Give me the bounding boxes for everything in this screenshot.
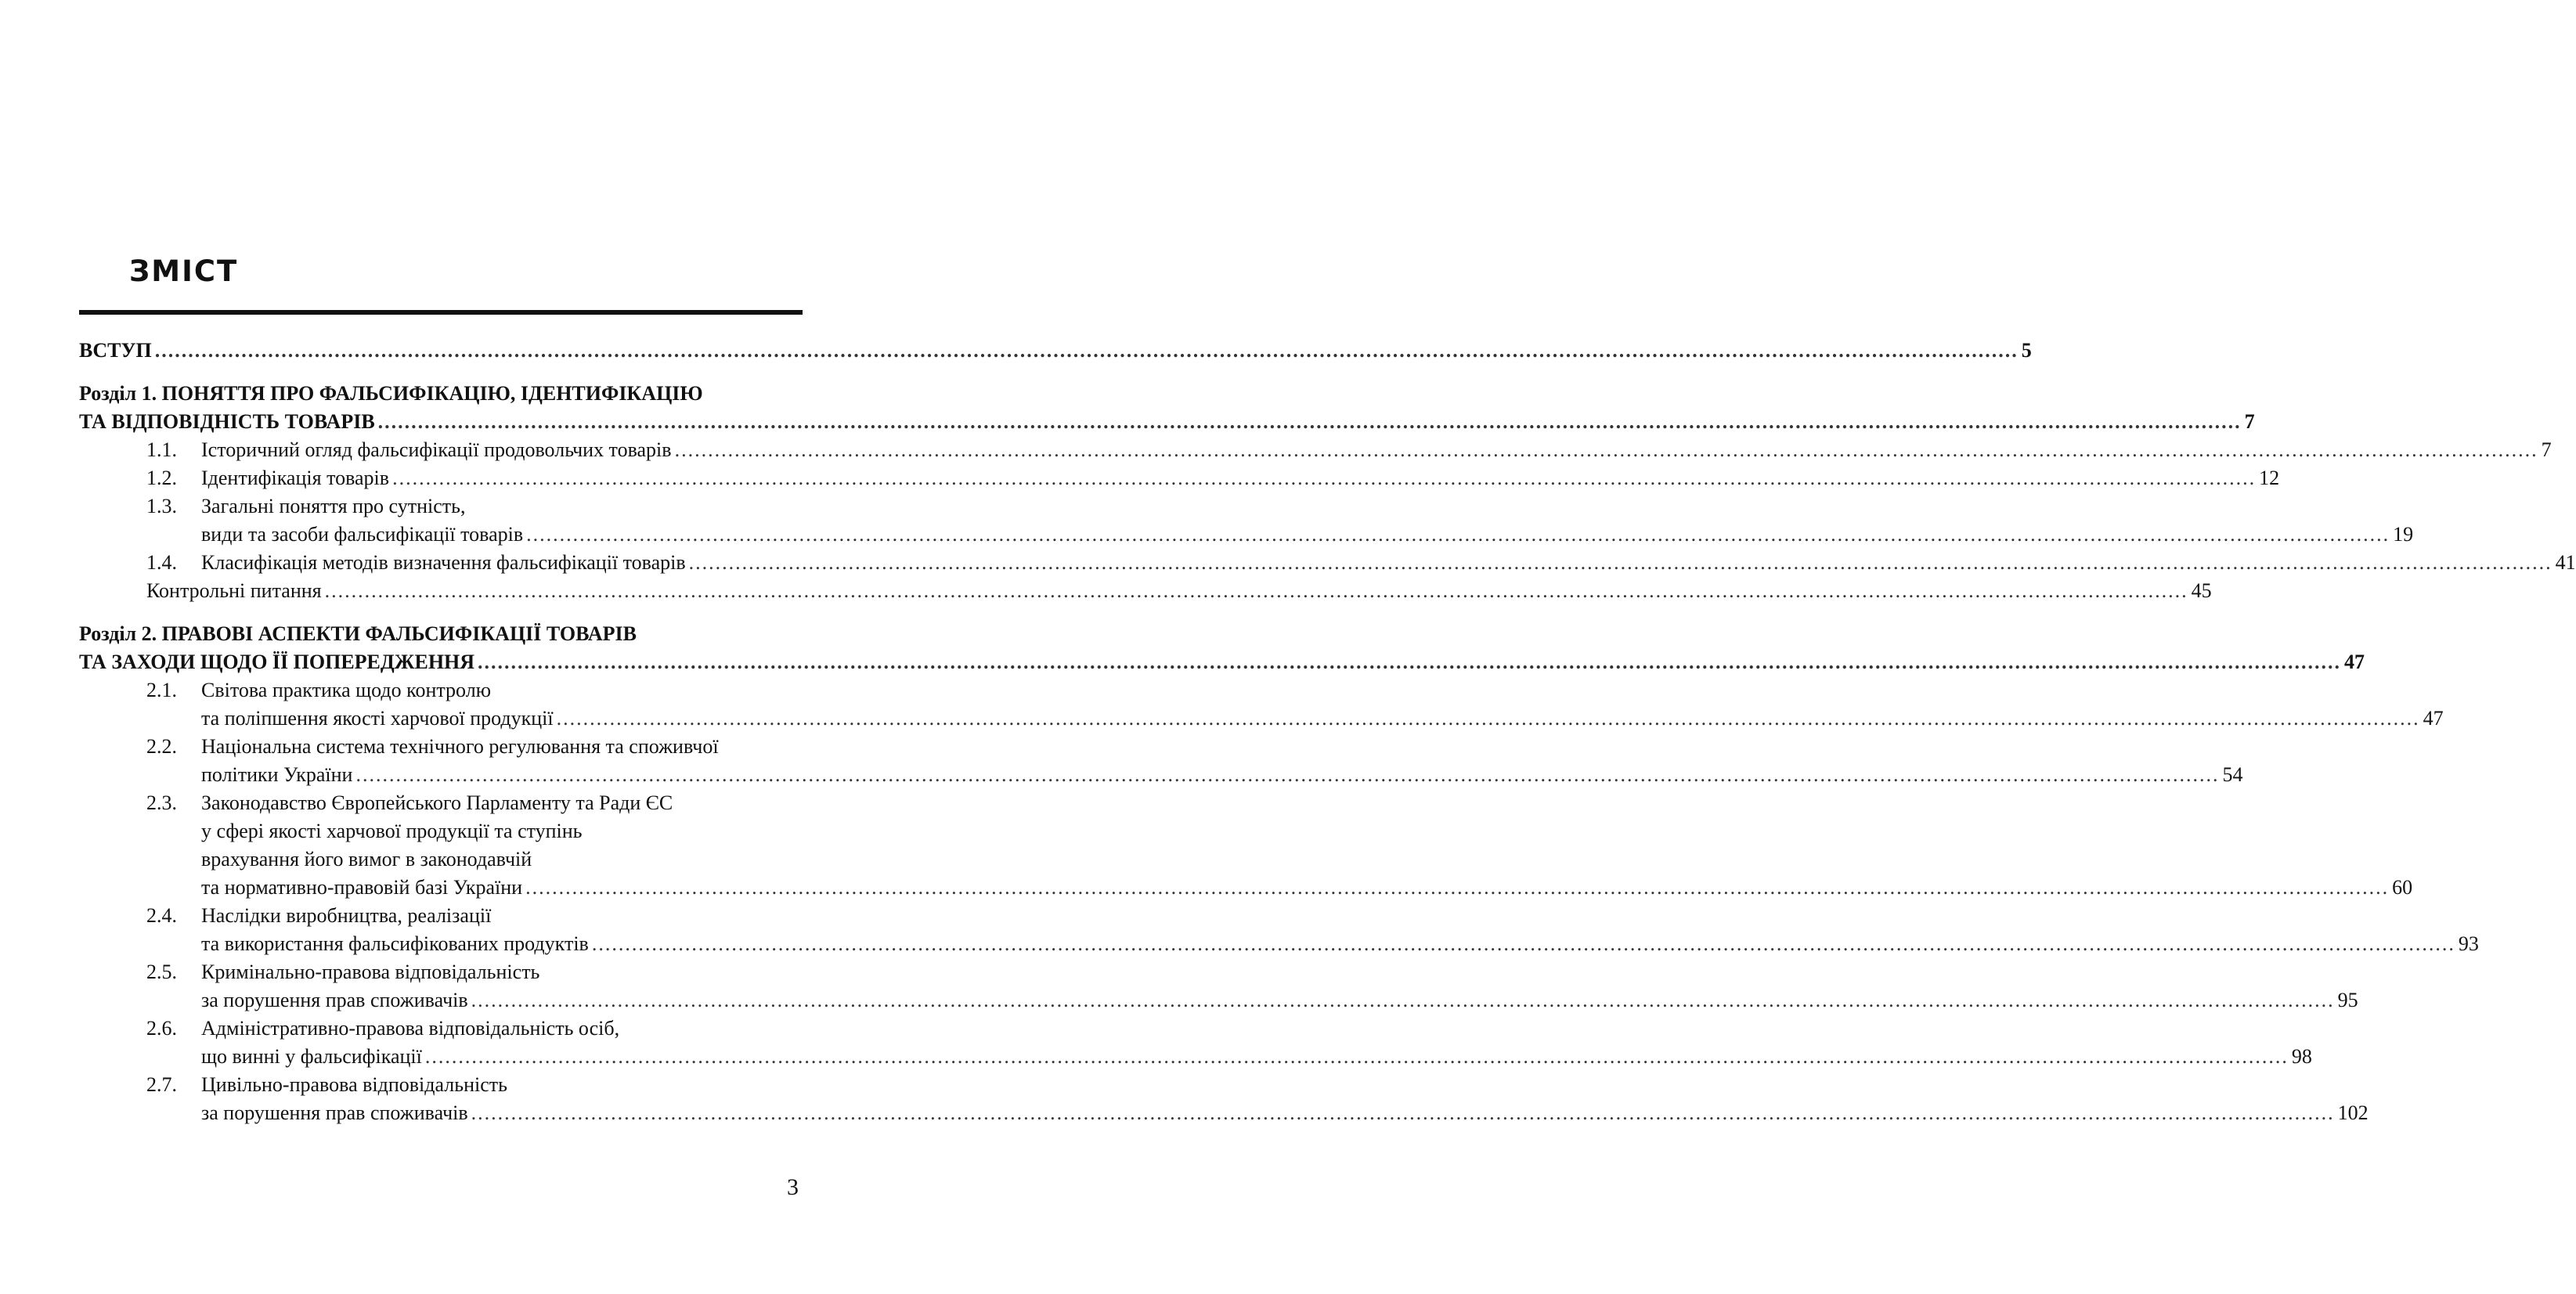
toc-entry-title: Національна система технічного регулювання та споживчої <box>201 735 719 758</box>
dot-leader <box>355 761 2219 789</box>
dot-leader <box>525 874 2389 902</box>
toc-entry-number: 2.5. <box>146 961 177 983</box>
toc-entry-number: 2.1. <box>146 679 177 701</box>
toc-entry-2-4[interactable] <box>79 902 2479 958</box>
toc-entry-number: 1.2. <box>146 467 177 489</box>
toc-page-number: 45 <box>2191 579 2212 602</box>
page-title: ЗМІСТ <box>129 254 239 288</box>
page-number: 3 <box>787 1174 799 1200</box>
toc-entry-title: Цивільно-правова відповідальність <box>201 1073 507 1096</box>
toc-entry-title: Історичний огляд фальсифікації продовольчих товарів <box>201 438 672 461</box>
toc-page-number: 47 <box>2344 651 2365 673</box>
toc-entry-title: політики України <box>201 763 353 786</box>
dot-leader <box>325 577 2188 605</box>
dot-leader <box>592 930 2455 958</box>
toc-entry-number: 2.2. <box>146 735 177 758</box>
toc-entry-title: у сфері якості харчової продукції та ступінь <box>201 820 583 842</box>
toc-entry-number: 2.3. <box>146 791 177 814</box>
toc-entry-title: та нормативно-правовій базі України <box>201 876 523 899</box>
toc-entry-section-1[interactable]: ТА ВІДПОВІДНІСТЬ ТОВАРІВ ..... 7 <box>79 408 803 436</box>
toc-entry-number: 2.4. <box>146 904 177 927</box>
toc-entry-number: 1.4. <box>146 551 177 574</box>
toc-entry-1-4[interactable] <box>79 549 2576 577</box>
toc-page-number: 98 <box>2291 1045 2312 1068</box>
toc-entry-section-2[interactable]: ТА ЗАХОДИ ЩОДО ЇЇ ПОПЕРЕДЖЕННЯ ..... 47 <box>79 648 803 676</box>
table-of-contents <box>79 337 2576 1127</box>
toc-entry-intro[interactable]: ВСТУП ..... 5 <box>79 337 803 365</box>
dot-leader <box>689 549 2553 577</box>
toc-page-number: 60 <box>2392 876 2413 899</box>
dot-leader <box>392 464 2256 492</box>
dot-leader <box>675 436 2538 464</box>
dot-leader <box>471 1099 2335 1127</box>
toc-entry-number: 1.1. <box>146 438 177 461</box>
toc-entry-title: Світова практика щодо контролю <box>201 679 492 701</box>
toc-section-2 <box>79 620 2479 1127</box>
toc-page-number: 54 <box>2222 763 2243 786</box>
toc-page-number: 95 <box>2337 989 2358 1011</box>
toc-page-number: 41 <box>2555 551 2576 574</box>
toc-entry-title: Законодавство Європейського Парламенту та Ради ЄС <box>201 791 673 814</box>
section-heading: Розділ 1. ПОНЯТТЯ ПРО ФАЛЬСИФІКАЦІЮ, ІДЕНТИФІКАЦІЮ <box>79 382 703 405</box>
toc-entry-1-1[interactable] <box>79 436 2552 464</box>
dot-leader <box>526 521 2390 549</box>
toc-section-1 <box>79 380 2576 605</box>
toc-page-number: 93 <box>2458 932 2479 955</box>
title-rule <box>79 310 803 315</box>
toc-page-number: 47 <box>2423 707 2444 730</box>
toc-page-number: 7 <box>2244 410 2255 433</box>
toc-entry-1-2[interactable] <box>79 464 2280 492</box>
toc-entry-title: Класифікація методів визначення фальсифікації товарів <box>201 551 686 574</box>
section-heading: Розділ 2. ПРАВОВІ АСПЕКТИ ФАЛЬСИФІКАЦІЇ ТОВАРІВ <box>79 622 637 645</box>
toc-entry-title: та поліпшення якості харчової продукції <box>201 707 554 730</box>
toc-page-number: 12 <box>2259 467 2280 489</box>
toc-entry-title: та використання фальсифікованих продуктів <box>201 932 589 955</box>
toc-entry-2-5[interactable] <box>79 958 2358 1015</box>
toc-entry-title: Загальні поняття про сутність, <box>201 495 466 517</box>
toc-entry-questions[interactable]: Контрольні питання ..... 45 <box>79 577 803 605</box>
toc-entry-2-1[interactable] <box>79 676 2444 733</box>
toc-entry-1-3[interactable] <box>79 492 2414 549</box>
toc-entry-title: що винні у фальсифікації <box>201 1045 422 1068</box>
toc-entry-number: 2.6. <box>146 1017 177 1040</box>
dot-leader <box>155 337 2019 365</box>
dot-leader <box>378 408 2242 436</box>
toc-entry-title: врахування його вимог в законодавчій <box>201 848 532 870</box>
dot-leader <box>425 1043 2289 1071</box>
toc-entry-2-2[interactable] <box>79 733 2243 789</box>
toc-page-number: 19 <box>2393 523 2414 546</box>
toc-entry-title: Ідентифікація товарів <box>201 467 390 489</box>
toc-entry-title: Адміністративно-правова відповідальність осіб, <box>201 1017 620 1040</box>
toc-entry-title: Кримінально-правова відповідальність <box>201 961 540 983</box>
toc-entry-title: види та засоби фальсифікації товарів <box>201 523 524 546</box>
dot-leader <box>557 705 2420 733</box>
dot-leader <box>478 648 2341 676</box>
dot-leader <box>471 986 2335 1015</box>
toc-entry-number: 1.3. <box>146 495 177 517</box>
toc-entry-title: за порушення прав споживачів <box>201 989 468 1011</box>
toc-entry-2-7[interactable] <box>79 1071 2369 1127</box>
toc-entry-title: Наслідки виробництва, реалізації <box>201 904 492 927</box>
toc-page-number: 7 <box>2541 438 2552 461</box>
toc-page-number: 102 <box>2337 1101 2369 1124</box>
toc-page-number: 5 <box>2021 339 2032 362</box>
toc-entry-title: за порушення прав споживачів <box>201 1101 468 1124</box>
toc-entry-number: 2.7. <box>146 1073 177 1096</box>
toc-entry-2-3[interactable] <box>79 789 2413 902</box>
toc-entry-2-6[interactable] <box>79 1015 2312 1071</box>
